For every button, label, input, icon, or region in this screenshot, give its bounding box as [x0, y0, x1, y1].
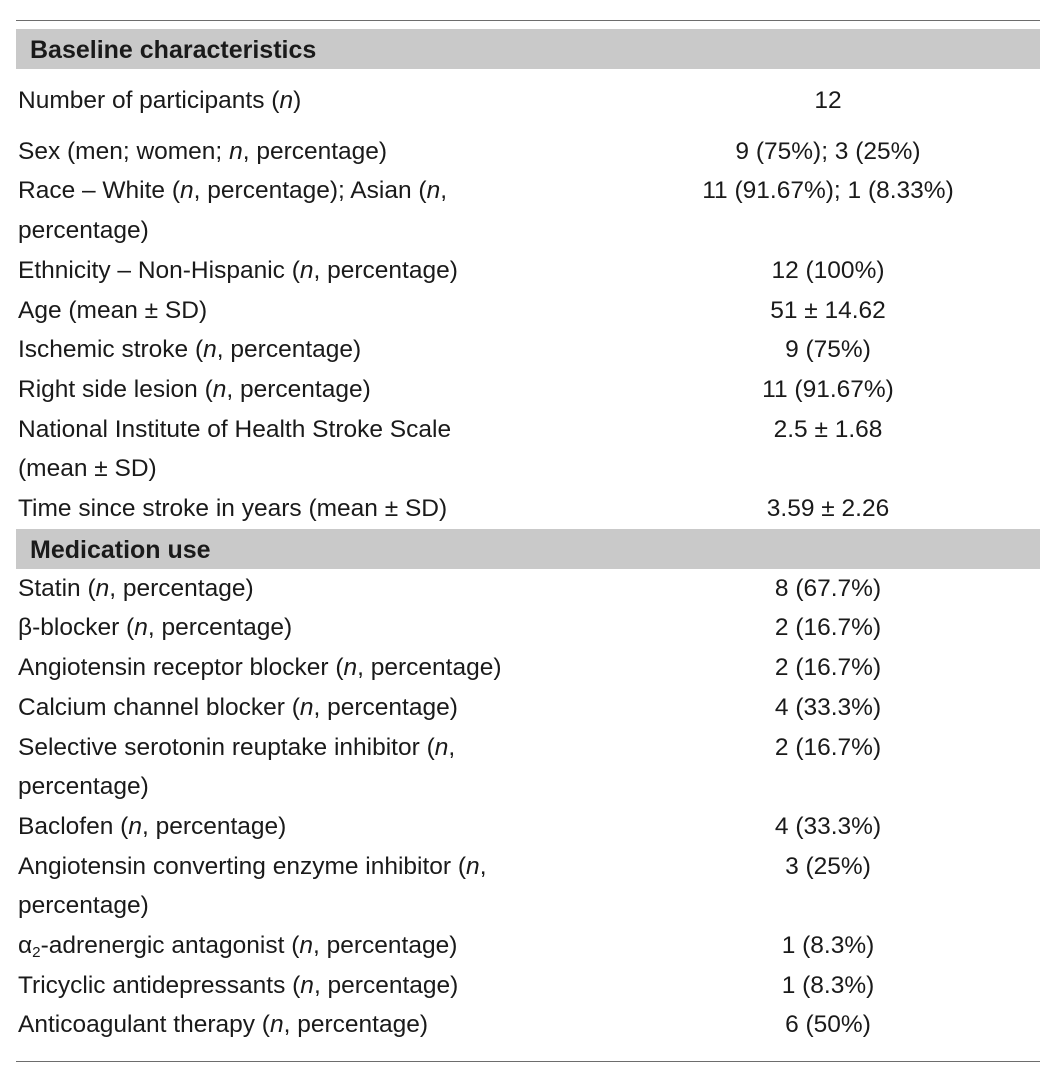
table-row: [16, 569, 1040, 609]
row-label: Ischemic stroke (n, percentage): [18, 336, 362, 364]
row-label: Number of participants (n): [18, 87, 302, 114]
row-label: National Institute of Health Stroke Scale (mean ± SD): [18, 415, 452, 483]
row-label: Ethnicity – Non-Hispanic (n, percentage): [18, 256, 458, 284]
table-row: [16, 489, 1040, 529]
table-row: [16, 251, 1040, 291]
row-value: 2 (16.7%): [774, 654, 882, 682]
row-label: Age (mean ± SD): [18, 296, 208, 324]
row-value: 51 ± 14.62: [770, 296, 886, 324]
row-label: Calcium channel blocker (n, percentage): [18, 693, 458, 721]
row-label: $\alpha_2$-adrenergic antagonist (n, percentage): [18, 932, 458, 961]
table-row: [16, 291, 1040, 331]
row-label: Angiotensin receptor blocker (n, percentage): [18, 654, 502, 682]
table-row: [16, 410, 1040, 489]
row-value: 4 (33.3%): [774, 693, 882, 721]
section-header-baseline: Baseline characteristics: [16, 29, 1040, 69]
row-label: Anticoagulant therapy (n, percentage): [18, 1011, 428, 1039]
row-label: Baclofen (n, percentage): [18, 812, 287, 840]
row-label: Time since stroke in years (mean ± SD): [18, 495, 448, 523]
table-row: [16, 81, 1040, 121]
row-value: 3 (25%): [785, 852, 871, 880]
row-label: Sex (men; women; n, percentage): [18, 137, 388, 165]
row-label: Selective serotonin reuptake inhibitor (n, percentage): [18, 733, 456, 801]
row-value: 4 (33.3%): [774, 812, 882, 840]
row-label: β-blocker (n, percentage): [18, 614, 293, 642]
row-value: 11 (91.67%): [762, 375, 894, 403]
top-rule: [16, 20, 1040, 21]
bottom-rule: [16, 1061, 1040, 1062]
table-row: [16, 330, 1040, 370]
row-value: 2 (16.7%): [774, 614, 882, 642]
table-row: [16, 370, 1040, 410]
row-value: 2.5 ± 1.68: [773, 415, 883, 443]
row-value: 9 (75%); 3 (25%): [735, 137, 921, 165]
row-value: 8 (67.7%): [774, 574, 882, 602]
table-row: [16, 688, 1040, 728]
row-label: Right side lesion (n, percentage): [18, 375, 371, 403]
row-label: Statin (n, percentage): [18, 574, 254, 602]
row-value: 2 (16.7%): [774, 733, 882, 761]
row-value: 3.59 ± 2.26: [766, 495, 890, 523]
row-label: Tricyclic antidepressants (n, percentage): [18, 971, 459, 999]
table-row: [16, 926, 1040, 966]
section-header-medication: Medication use: [16, 529, 1040, 569]
row-value: 12: [814, 87, 842, 114]
table-row: [16, 648, 1040, 688]
row-value: 1 (8.3%): [781, 932, 875, 960]
characteristics-table: [16, 29, 1040, 1045]
row-value: 12 (100%): [771, 256, 885, 284]
table-row: [16, 132, 1040, 172]
table-row: [16, 966, 1040, 1006]
table-row: [16, 1005, 1040, 1045]
row-label: Angiotensin converting enzyme inhibitor (n, percentage): [18, 852, 487, 920]
row-value: 11 (91.67%); 1 (8.33%): [702, 177, 954, 205]
row-value: 6 (50%): [785, 1011, 871, 1039]
row-label: Race – White (n, percentage); Asian (n, percentage): [18, 177, 448, 245]
table-row: [16, 847, 1040, 926]
table-row: [16, 807, 1040, 847]
row-value: 1 (8.3%): [781, 971, 875, 999]
table-row: [16, 171, 1040, 250]
table-row: [16, 608, 1040, 648]
table-row: [16, 728, 1040, 807]
row-value: 9 (75%): [785, 336, 871, 364]
